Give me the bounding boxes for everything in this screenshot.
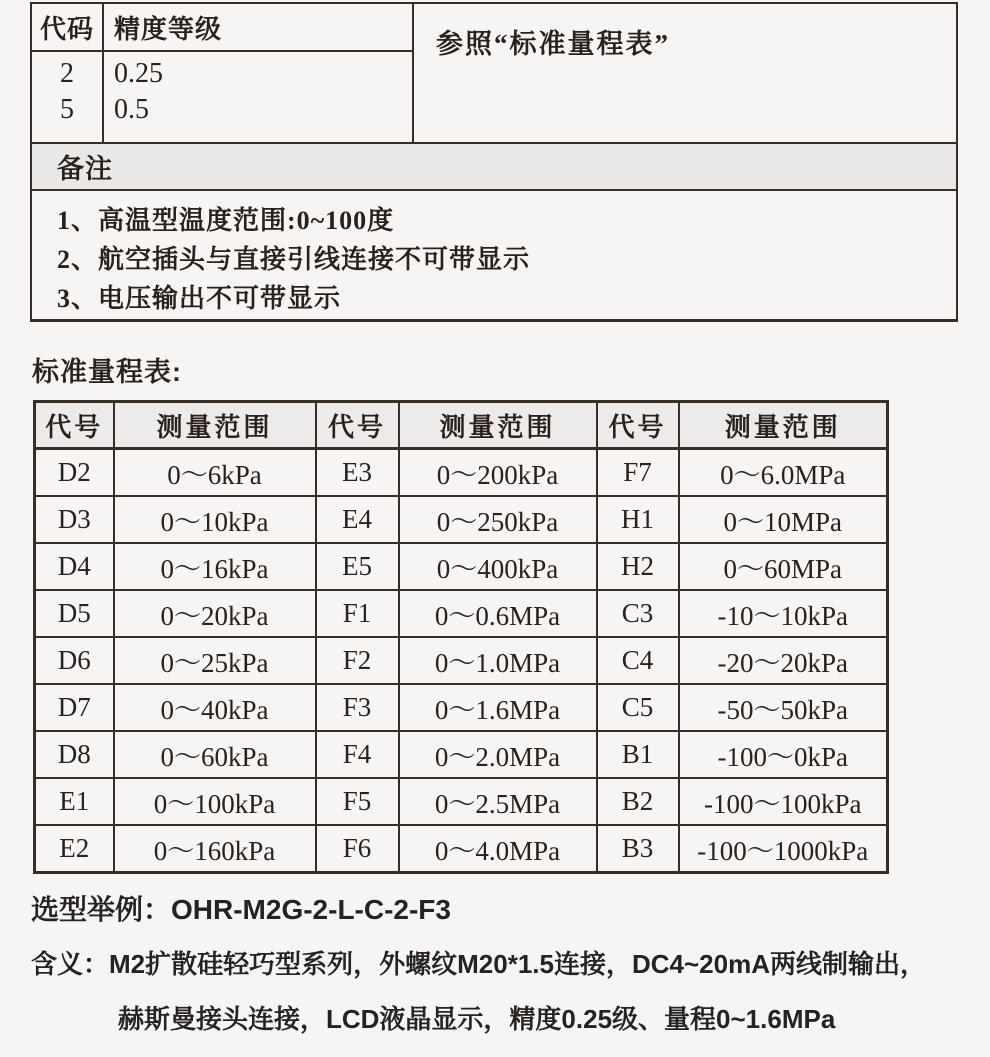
range-header-row	[35, 402, 888, 449]
range-value-cell: 0～250kPa	[399, 496, 597, 543]
range-code-cell: E3	[316, 449, 399, 497]
table-row	[35, 543, 888, 590]
table-row	[35, 731, 888, 778]
range-code-cell: D4	[35, 543, 114, 590]
range-value-cell: 0～400kPa	[399, 543, 597, 590]
range-code-cell: C5	[597, 684, 679, 731]
range-code-cell: F3	[316, 684, 399, 731]
remark-item: 3、电压输出不可带显示	[57, 284, 342, 313]
range-value-cell: 0～1.0MPa	[399, 637, 597, 684]
range-code-cell: D7	[35, 684, 114, 731]
remarks-header-band: 备注	[32, 142, 956, 191]
selection-example-line: 选型举例：OHR-M2G-2-L-C-2-F3	[31, 894, 451, 925]
range-header-cell: 代号	[35, 402, 114, 449]
table-row	[35, 637, 888, 684]
range-value-cell: 0～40kPa	[114, 684, 316, 731]
range-value-cell: 0～1.6MPa	[399, 684, 597, 731]
range-code-cell: E1	[35, 778, 114, 825]
range-value-cell: 0～6.0MPa	[679, 449, 888, 497]
range-code-cell: B1	[597, 731, 679, 778]
range-value-cell: 0～2.0MPa	[399, 731, 597, 778]
remark-item: 2、航空插头与直接引线连接不可带显示	[57, 245, 531, 274]
range-code-cell: F4	[316, 731, 399, 778]
range-code-cell: D8	[35, 731, 114, 778]
range-value-cell: 0～60MPa	[679, 543, 888, 590]
range-value-cell: 0～100kPa	[114, 778, 316, 825]
standard-range-table	[33, 400, 889, 874]
range-code-cell: F7	[597, 449, 679, 497]
range-header-cell: 代号	[316, 402, 399, 449]
range-code-cell: F6	[316, 825, 399, 873]
range-code-cell: H1	[597, 496, 679, 543]
range-code-cell: E2	[35, 825, 114, 873]
range-code-cell: F1	[316, 590, 399, 637]
table-row	[35, 825, 888, 873]
range-value-cell: 0～16kPa	[114, 543, 316, 590]
grade-cell: 0.25	[114, 58, 163, 89]
grade-header-cell: 精度等级	[104, 4, 412, 52]
meaning-line-1: 含义：M2扩散硅轻巧型系列，外螺纹M20*1.5连接，DC4~20mA两线制输出，	[31, 949, 926, 979]
range-value-cell: 0～10MPa	[679, 496, 888, 543]
range-header-cell: 代号	[597, 402, 679, 449]
range-value-cell: -20～20kPa	[679, 637, 888, 684]
range-value-cell: -100～0kPa	[679, 731, 888, 778]
accuracy-code-column	[32, 4, 104, 142]
accuracy-grade-column	[104, 4, 412, 142]
range-value-cell: 0～0.6MPa	[399, 590, 597, 637]
range-value-cell: 0～160kPa	[114, 825, 316, 873]
range-code-cell: D3	[35, 496, 114, 543]
range-code-cell: D2	[35, 449, 114, 497]
range-code-cell: E4	[316, 496, 399, 543]
range-header-cell: 测量范围	[114, 402, 316, 449]
table-row	[35, 778, 888, 825]
range-code-cell: E5	[316, 543, 399, 590]
range-code-cell: C4	[597, 637, 679, 684]
range-code-cell: D5	[35, 590, 114, 637]
reference-note-cell: 参照“标准量程表”	[412, 4, 956, 142]
range-table-title: 标准量程表:	[32, 357, 182, 387]
range-value-cell: 0～2.5MPa	[399, 778, 597, 825]
range-value-cell: 0～10kPa	[114, 496, 316, 543]
range-value-cell: 0～20kPa	[114, 590, 316, 637]
table-row	[35, 684, 888, 731]
range-header-cell: 测量范围	[399, 402, 597, 449]
range-code-cell: H2	[597, 543, 679, 590]
range-value-cell: -10～10kPa	[679, 590, 888, 637]
table-row	[35, 496, 888, 543]
table-row	[35, 590, 888, 637]
accuracy-section	[32, 4, 956, 142]
range-code-cell: B3	[597, 825, 679, 873]
range-value-cell: -50～50kPa	[679, 684, 888, 731]
range-value-cell: 0～25kPa	[114, 637, 316, 684]
range-value-cell: -100～1000kPa	[679, 825, 888, 873]
meaning-line-2: 赫斯曼接头连接，LCD液晶显示，精度0.25级、量程0~1.6MPa	[118, 1004, 836, 1034]
range-code-cell: B2	[597, 778, 679, 825]
range-value-cell: 0～200kPa	[399, 449, 597, 497]
range-code-cell: D6	[35, 637, 114, 684]
range-value-cell: -100～100kPa	[679, 778, 888, 825]
remarks-list	[32, 191, 956, 319]
code-cell: 5	[60, 94, 74, 125]
accuracy-remarks-table	[30, 2, 958, 322]
accuracy-subtable	[32, 4, 412, 142]
table-row	[35, 449, 888, 497]
grade-cell: 0.5	[114, 94, 149, 125]
range-value-cell: 0～4.0MPa	[399, 825, 597, 873]
range-value-cell: 0～6kPa	[114, 449, 316, 497]
remark-item: 1、高温型温度范围:0~100度	[57, 206, 395, 235]
range-code-cell: F5	[316, 778, 399, 825]
range-header-cell: 测量范围	[679, 402, 888, 449]
range-code-cell: F2	[316, 637, 399, 684]
range-value-cell: 0～60kPa	[114, 731, 316, 778]
range-code-cell: C3	[597, 590, 679, 637]
code-cell: 2	[60, 58, 74, 89]
code-header-cell: 代码	[32, 4, 102, 52]
